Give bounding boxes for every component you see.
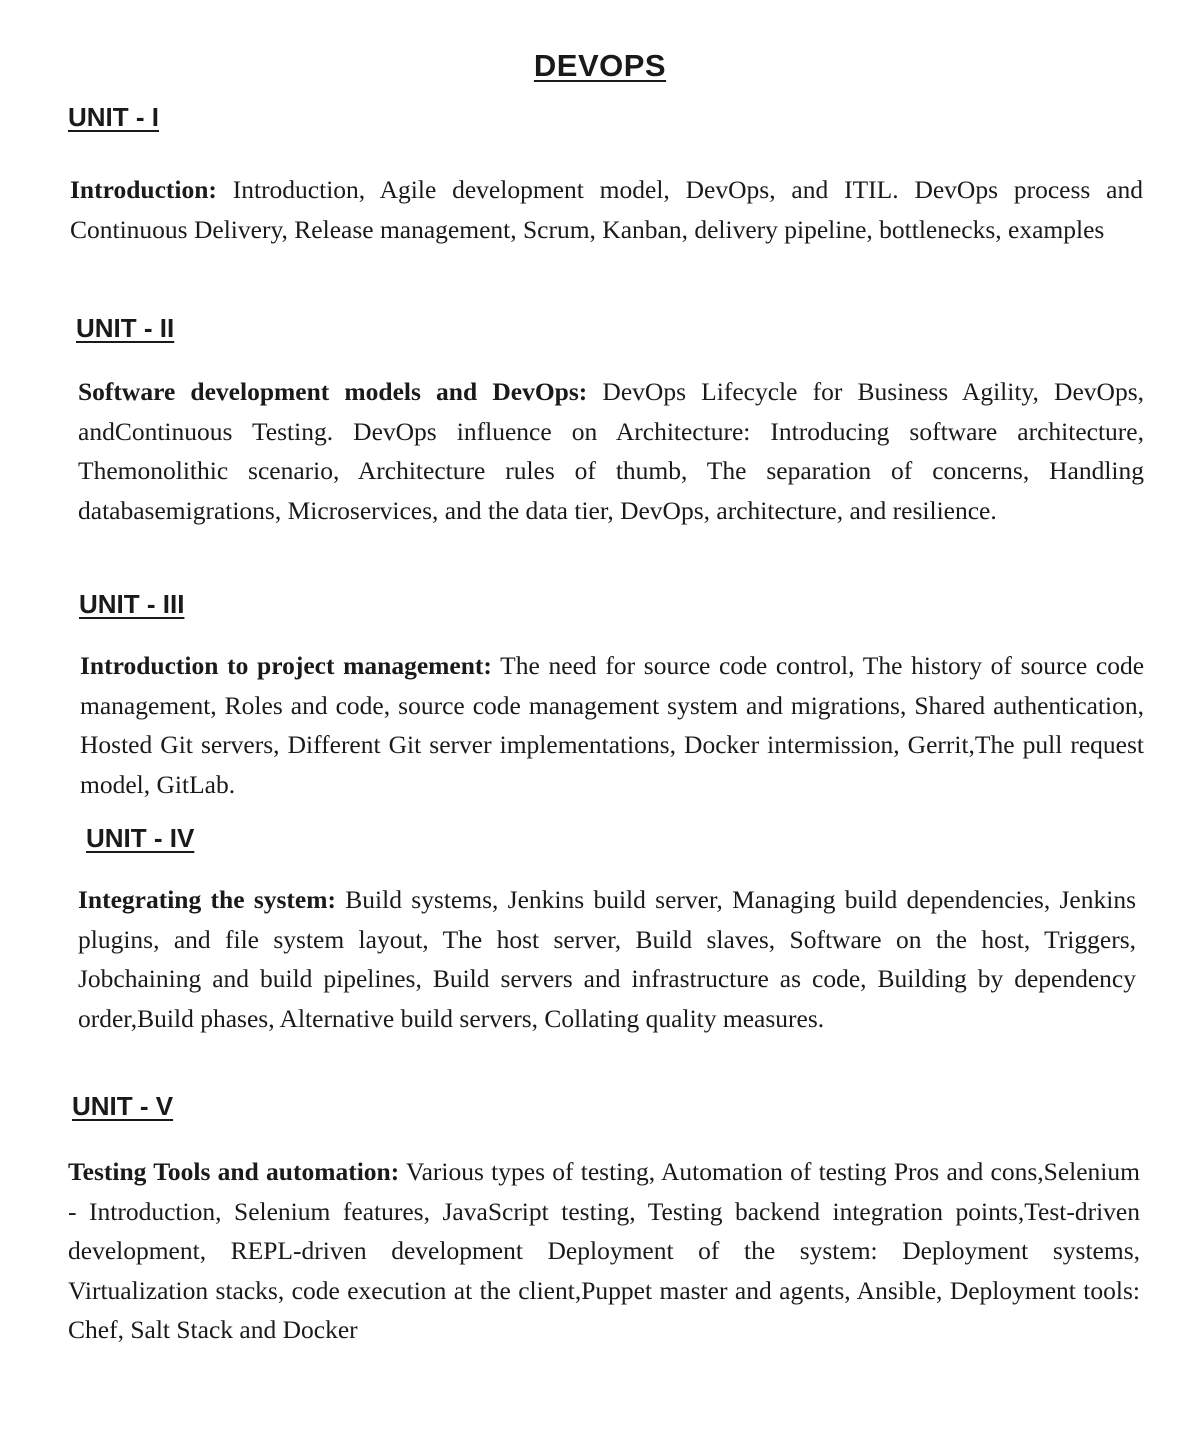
unit-4-heading: UNIT - IV [86,823,195,853]
unit-3-topic: Introduction to project management: [80,651,492,680]
unit-4-content: Build systems, Jenkins build server, Managing build dependencies, Jenkins plugins, and file system layout, The host server, Build slaves, Software on the host, Triggers, Jobchaining and build pipelines, Build servers and infrastructure as code, Building by dependency order,Build phases, Alternative build servers, Collating quality measures. [78,885,1137,1033]
unit-1-body [70,170,1143,249]
unit-2-body [78,372,1144,530]
unit-2-topic: Software development models and DevOps: [78,377,588,406]
unit-5-topic: Testing Tools and automation: [68,1157,400,1186]
unit-4-topic: Integrating the system: [78,885,336,914]
unit-3-body [80,646,1144,804]
unit-2-content: DevOps Lifecycle for Business Agility, DevOps, andContinuous Testing. DevOps influence on Architecture: Introducing software architecture, Themonolithic scenario, Architecture rules of thumb, The separation of concerns, Handling databasemigrations, Microservices, and the data tier, DevOps, architecture, and resilience. [78,377,1145,525]
unit-5-content: Various types of testing, Automation of testing Pros and cons,Selenium - Introduction, Selenium features, JavaScript testing, Testing backend integration points,Test-driven development, REPL-driven development Deployment of the system: Deployment systems, Virtualization stacks, code execution at the client,Puppet master and agents, Ansible, Deployment tools: Chef, Salt Stack and Docker [68,1157,1140,1344]
unit-3-heading: UNIT - III [79,589,185,619]
unit-5-heading: UNIT - V [72,1091,174,1121]
unit-5-body [68,1152,1140,1350]
unit-3-content: The need for source code control, The history of source code management, Roles and code, source code management system and migrations, Shared authentication, Hosted Git servers, Different Git server implementations, Docker intermission, Gerrit,The pull request model, GitLab. [80,651,1145,799]
document-title [0,48,1200,84]
document-title-text: DEVOPS [533,48,667,83]
unit-1-content: Introduction, Agile development model, DevOps, and ITIL. DevOps process and Continuous Delivery, Release management, Scrum, Kanban, delivery pipeline, bottlenecks, examples [70,175,1143,244]
unit-1-topic: Introduction: [70,175,217,204]
unit-1-heading: UNIT - I [68,102,159,132]
unit-4-body [78,880,1136,1038]
unit-2-heading: UNIT - II [76,313,175,343]
